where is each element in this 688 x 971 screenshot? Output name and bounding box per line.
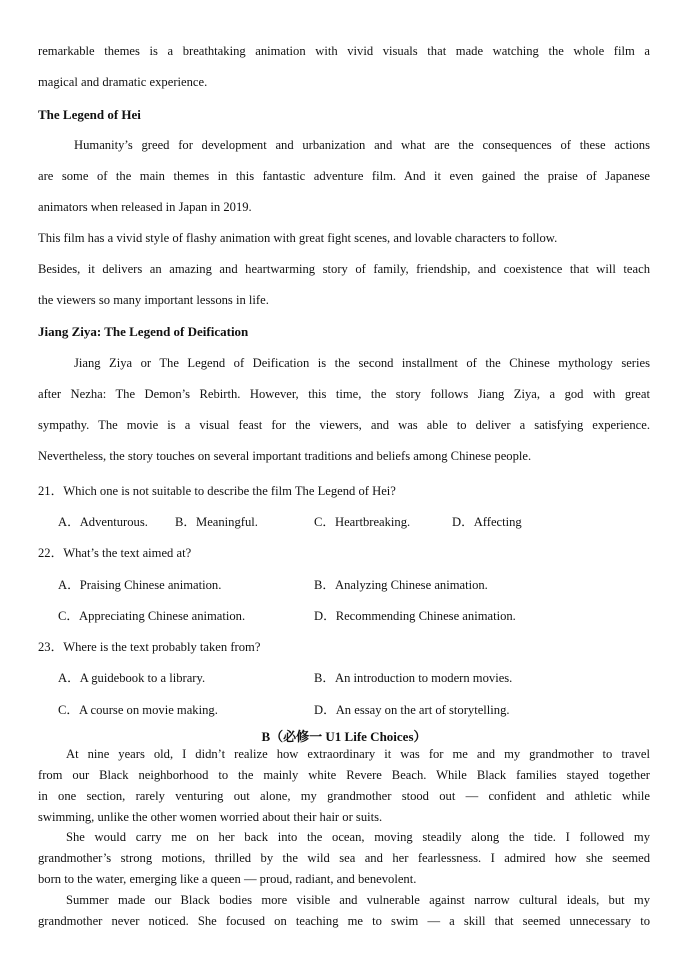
passage-line: She would carry me on her back into the ocean, moving steadily along the tide. I followed my	[66, 830, 650, 844]
paragraph-line: the viewers so many important lessons in life.	[38, 293, 269, 307]
passage-line: in one section, rarely venturing out alone, my grandmother stood out — confident and athletic while	[38, 789, 650, 803]
paragraph-line: sympathy. The movie is a visual feast for the viewers, and was able to deliver a satisfying experience.	[38, 418, 650, 432]
paragraph-line: are some of the main themes in this fantastic adventure film. And it even gained the praise of Japanese	[38, 169, 650, 183]
question-stem-23: 23．Where is the text probably taken from?	[38, 640, 261, 654]
paragraph-line: magical and dramatic experience.	[38, 75, 208, 89]
question-23-option-b: B．An introduction to modern movies.	[314, 671, 513, 685]
question-stem-21: 21．Which one is not suitable to describe the film The Legend of Hei?	[38, 484, 396, 498]
paragraph-line: Nevertheless, the story touches on several important traditions and beliefs among Chinese people.	[38, 449, 532, 463]
question-21-option-b: B．Meaningful.	[175, 515, 258, 529]
section-b-title: B（必修一 U1 Life Choices）	[261, 729, 427, 744]
paragraph-line: Jiang Ziya or The Legend of Deification is the second installment of the Chinese mythology series	[74, 356, 650, 370]
passage-line: born to the water, emerging like a queen — proud, radiant, and benevolent.	[38, 872, 417, 886]
question-23-option-c: C．A course on movie making.	[58, 703, 218, 717]
paragraph-line: Humanity’s greed for development and urbanization and what are the consequences of these actions	[74, 138, 650, 152]
question-23-option-d: D．An essay on the art of storytelling.	[314, 703, 510, 717]
question-22-option-c: C．Appreciating Chinese animation.	[58, 609, 246, 623]
section-heading-legend-of-hei: The Legend of Hei	[38, 107, 141, 122]
paragraph-line: after Nezha: The Demon’s Rebirth. However, this time, the story follows Jiang Ziya, a god with great	[38, 387, 650, 401]
question-22-option-b: B．Analyzing Chinese animation.	[314, 578, 488, 592]
paragraph-line: This film has a vivid style of flashy animation with great fight scenes, and lovable characters to follow.	[38, 231, 558, 245]
paragraph-line: remarkable themes is a breathtaking animation with vivid visuals that made watching the whole film a	[38, 44, 650, 58]
question-23-option-a: A．A guidebook to a library.	[58, 671, 206, 685]
question-21-option-d: D．Affecting	[452, 515, 522, 529]
passage-line: grandmother never noticed. She focused on teaching me to swim — a skill that seemed unnecessary to	[38, 914, 650, 928]
question-21-option-c: C．Heartbreaking.	[314, 515, 411, 529]
question-22-option-d: D．Recommending Chinese animation.	[314, 609, 516, 623]
passage-line: Summer made our Black bodies more visible and vulnerable against narrow cultural ideals, but my	[66, 893, 650, 907]
question-stem-22: 22．What’s the text aimed at?	[38, 546, 192, 560]
passage-line: At nine years old, I didn’t realize how extraordinary it was for me and my grandmother to travel	[66, 747, 650, 761]
section-heading-jiang-ziya: Jiang Ziya: The Legend of Deification	[38, 324, 249, 339]
paragraph-line: Besides, it delivers an amazing and heartwarming story of family, friendship, and coexistence that will teach	[38, 262, 650, 276]
paragraph-line: animators when released in Japan in 2019.	[38, 200, 252, 214]
passage-line: from our Black neighborhood to the mainly white Revere Beach. While Black families stayed together	[38, 768, 650, 782]
question-22-option-a: A．Praising Chinese animation.	[58, 578, 222, 592]
passage-line: swimming, unlike the other women worried about their hair or suits.	[38, 810, 383, 824]
question-21-option-a: A．Adventurous.	[58, 515, 148, 529]
passage-line: grandmother’s strong motions, thrilled by the wild sea and her fearlessness. I admired how she seemed	[38, 851, 650, 865]
